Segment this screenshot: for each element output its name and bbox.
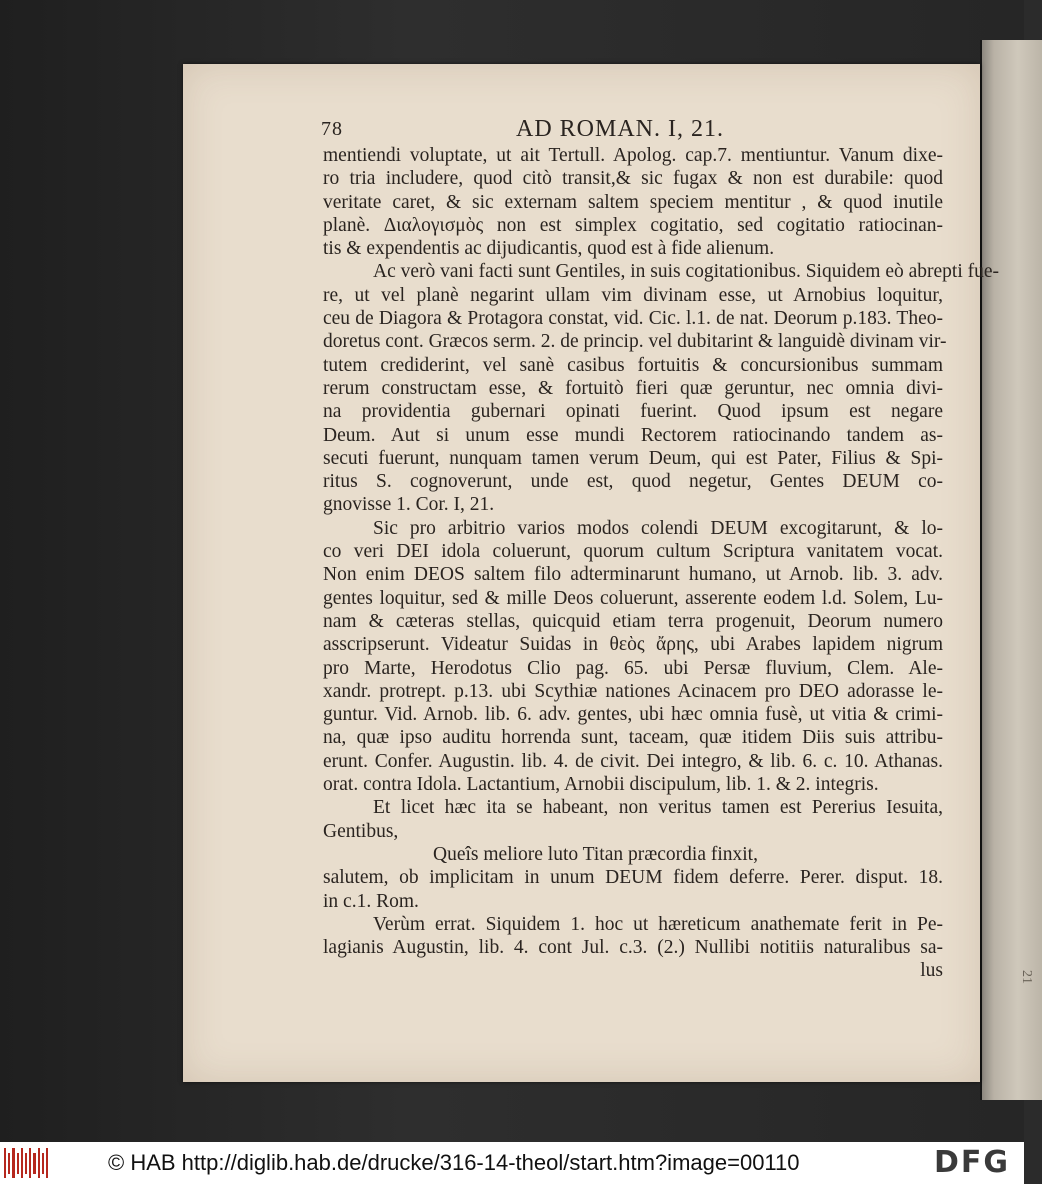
text-lines [323,144,1000,959]
text-line: ceu de Diagora & Protagora constat, vid. Cic. l.1. de nat. Deorum p.183. Theo- [323,308,943,330]
facing-page-edge [980,40,1042,1100]
text-line: Queîs meliore luto Titan præcordia finxit, [433,843,758,865]
folio-number: 78 [321,118,343,140]
text-line: asscripserunt. Videatur Suidas in θεὸς ἄρης, ubi Arabes lapidem nigrum [323,634,943,656]
text-line: guntur. Vid. Arnob. lib. 6. adv. gentes, ubi hæc omnia fusè, ut vitia & crimi- [323,704,943,726]
text-line: tis & expendentis ac dijudicantis, quod est à fide alienum. [323,238,775,260]
text-line: ritus S. cognoverunt, unde est, quod negetur, Gentes DEUM co- [323,471,943,493]
running-title: AD ROMAN. I, 21. [516,116,724,142]
text-line: doretus cont. Græcos serm. 2. de princip. vel dubitarint & languidè divinam vir- [323,331,947,353]
text-line: veritate caret, & sic externam saltem speciem mentitur , & quod inutile [323,191,943,213]
text-line: co veri DEI idola coluerunt, quorum cultum Scriptura vanitatem vocat. [323,541,943,563]
text-line: ro tria includere, quod citò transit,& sic fugax & non est durabile: quod [323,168,943,190]
text-line: Deum. Aut si unum esse mundi Rectorem ratiocinando tandem as- [323,424,943,446]
text-line: gentes loquitur, sed & mille Deos coluerunt, asserente eodem l.d. Solem, Lu- [323,587,943,609]
facing-page-number: 21 [1019,970,1034,984]
text-line: planè. Διαλογισμὸς non est simplex cogitatio, sed cogitatio ratiocinan- [323,214,943,236]
text-line: tutem crediderint, vel sanè casibus fortuitis & concursionibus summam [323,354,943,376]
text-line: orat. contra Idola. Lactantium, Arnobii discipulum, lib. 1. & 2. integris. [323,774,879,796]
text-line: lagianis Augustin, lib. 4. cont Jul. c.3. (2.) Nullibi notitiis naturalibus sa- [323,937,943,959]
text-line: Verùm errat. Siquidem 1. hoc ut hæreticum anathemate ferit in Pe- [373,913,943,935]
viewer-footer [0,1142,1024,1184]
text-line: na providentia gubernari opinati fuerint. Quod ipsum est negare [323,401,943,423]
barcode-logo-icon [4,1148,48,1178]
page-header [323,118,943,144]
text-line: rerum constructam esse, & fortuitò fieri quæ geruntur, nec omnia divi- [323,377,943,399]
dfg-logo: DFG [934,1145,1011,1180]
text-line: re, ut vel planè negarint ullam vim divinam esse, ut Arnobius loquitur, [323,284,943,306]
text-line: nam & cæteras stellas, quicquid etiam terra progenuit, Deorum numero [323,610,943,632]
text-line: Ac verò vani facti sunt Gentiles, in suis cogitationibus. Siquidem eò abrepti fue- [373,261,1000,283]
text-line: in c.1. Rom. [323,890,419,912]
text-line: Gentibus, [323,820,399,842]
text-line: mentiendi voluptate, ut ait Tertull. Apolog. cap.7. mentiuntur. Vanum dixe- [323,145,943,166]
text-line: gnovisse 1. Cor. I, 21. [323,494,495,516]
text-line: secuti fuerunt, nunquam tamen verum Deum, qui est Pater, Filius & Spi- [323,447,943,469]
text-line: na, quæ ipso auditu horrenda sunt, taceam, quæ itidem Diis suis attribu- [323,727,943,749]
text-line: Sic pro arbitrio varios modos colendi DEUM excogitarunt, & lo- [373,517,943,539]
text-line: erunt. Confer. Augustin. lib. 4. de civit. Dei integro, & lib. 6. c. 10. Athanas. [323,750,943,772]
text-line: Et licet hæc ita se habeant, non veritus tamen est Pererius Iesuita, [373,797,943,819]
text-line: pro Marte, Herodotus Clio pag. 65. ubi Persæ fluvium, Clem. Ale- [323,657,943,679]
text-line: salutem, ob implicitam in unum DEUM fidem deferre. Perer. disput. 18. [323,867,943,889]
text-line: xandr. protrept. p.13. ubi Scythiæ nationes Acinacem pro DEO adorasse le- [323,680,943,702]
page-text [321,116,1000,983]
catchword: lus [920,960,943,982]
book-page [183,64,1000,1082]
copyright-link[interactable]: © HAB http://diglib.hab.de/drucke/316-14-theol/start.htm?image=00110 [108,1150,800,1175]
text-line: Non enim DEOS saltem filo adterminarunt humano, ut Arnob. lib. 3. adv. [323,564,943,586]
